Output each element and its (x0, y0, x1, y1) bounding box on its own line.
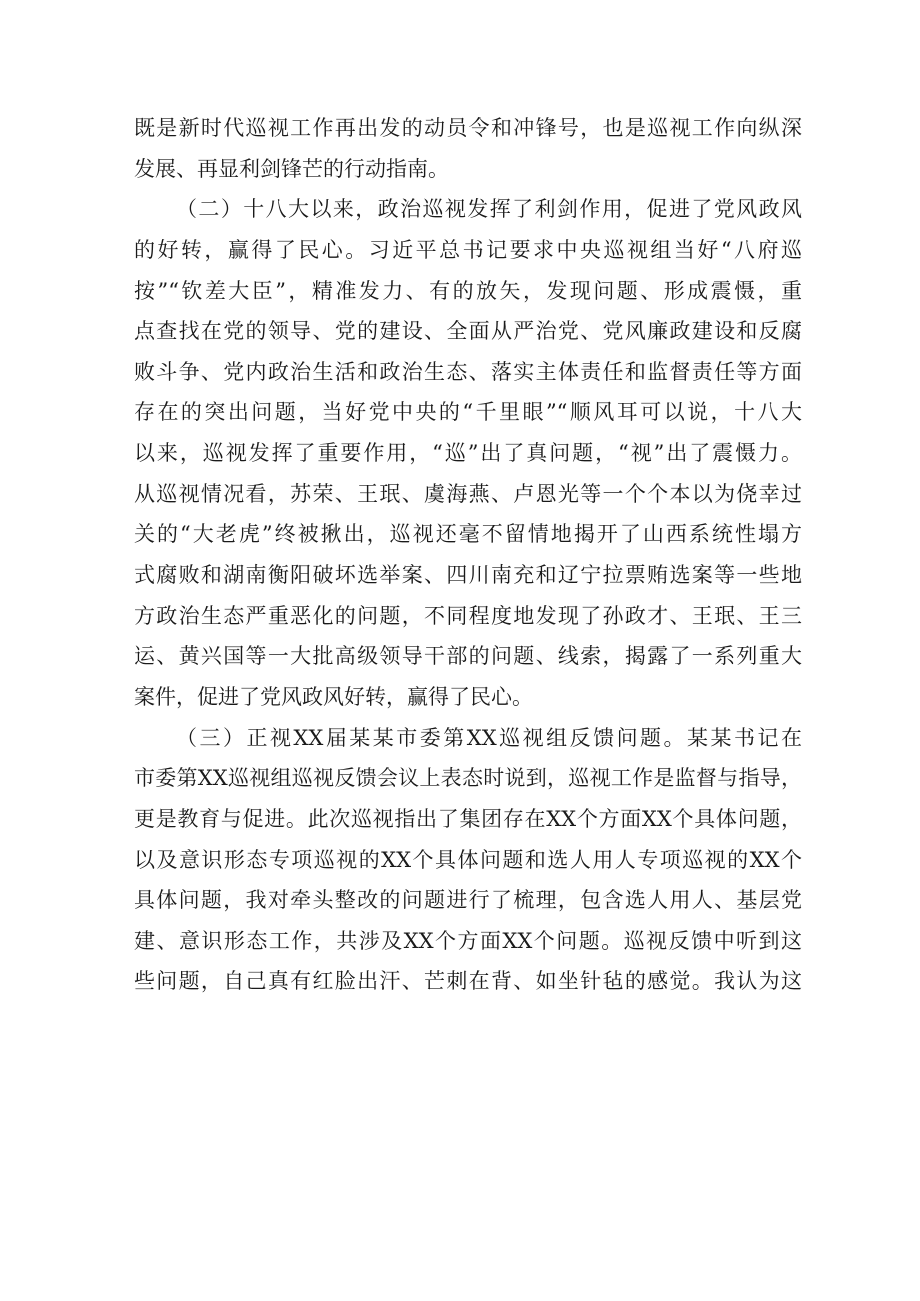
text-line: 运、黄兴国等一大批高级领导干部的问题、线索，揭露了一系列重大 (134, 644, 802, 669)
text-line: 式腐败和湖南衡阳破坏选举案、四川南充和辽宁拉票贿选案等一些地 (134, 563, 802, 588)
text-line: 具体问题，我对牵头整改的问题进行了梳理，包含选人用人、基层党 (134, 888, 802, 913)
text-line: 方政治生态严重恶化的问题，不同程度地发现了孙政才、王珉、王三 (134, 603, 802, 628)
text-line: 败斗争、党内政治生活和政治生态、落实主体责任和监督责任等方面 (134, 359, 802, 384)
text-line: 存在的突出问题，当好党中央的“千里眼”“顺风耳可以说，十八大 (134, 400, 802, 425)
text-line: 些问题，自己真有红脸出汗、芒刺在背、如坐针毡的感觉。我认为这 (134, 969, 802, 994)
text-line: 以来，巡视发挥了重要作用，“巡”出了真问题，“视”出了震慑力。 (134, 441, 802, 466)
text-line: 既是新时代巡视工作再出发的动员令和冲锋号，也是巡视工作向纵深 (134, 116, 802, 140)
text-line: 更是教育与促进。此次巡视指出了集团存在XX个方面XX个具体问题， (134, 806, 802, 831)
text-line: 的好转，赢得了民心。习近平总书记要求中央巡视组当好“八府巡 (134, 237, 802, 262)
paragraph-start-line: （三）正视XX届某某市委第XX巡视组反馈问题。某某书记在 (176, 725, 802, 750)
text-line: 以及意识形态专项巡视的XX个具体问题和选人用人专项巡视的XX个 (134, 847, 802, 872)
text-line: 市委第XX巡视组巡视反馈会议上表态时说到，巡视工作是监督与指导， (134, 766, 802, 791)
text-line: 从巡视情况看，苏荣、王珉、虞海燕、卢恩光等一个个本以为侥幸过 (134, 481, 802, 506)
text-line: 案件，促进了党风政风好转，赢得了民心。 (134, 684, 533, 709)
text-line: 发展、再显利剑锋芒的行动指南。 (134, 156, 449, 181)
text-line: 按”“钦差大臣”，精准发力、有的放矢，发现问题、形成震慑，重 (134, 278, 802, 303)
paragraph-start-line: （二）十八大以来，政治巡视发挥了利剑作用，促进了党风政风 (176, 197, 802, 222)
text-line: 建、意识形态工作，共涉及XX个方面XX个问题。巡视反馈中听到这 (134, 928, 802, 953)
text-line: 点查找在党的领导、党的建设、全面从严治党、党风廉政建设和反腐 (134, 319, 802, 344)
document-body (134, 108, 802, 1002)
text-line: 关的“大老虎”终被揪出，巡视还毫不留情地揭开了山西系统性塌方 (134, 522, 802, 547)
